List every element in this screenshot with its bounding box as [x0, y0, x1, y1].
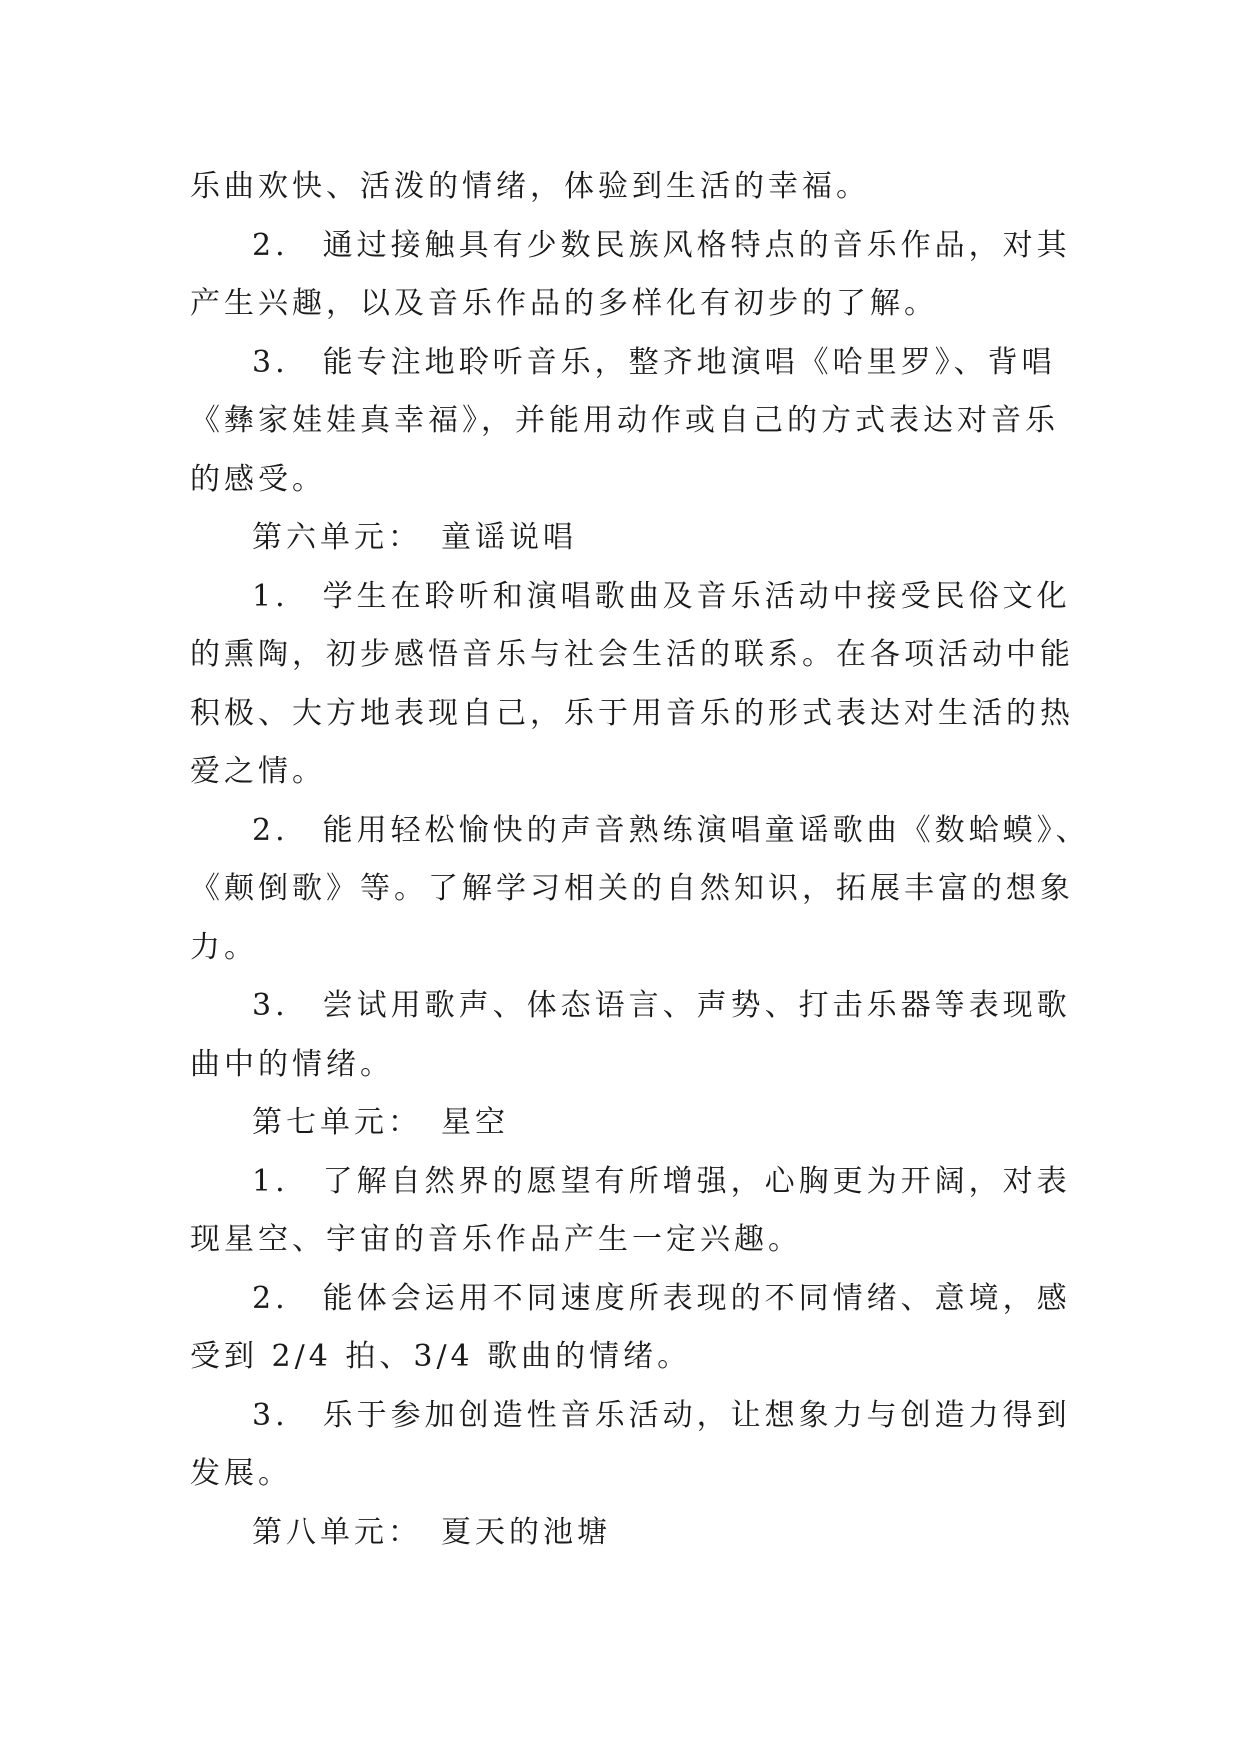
text-line: 3. 能专注地聆听音乐，整齐地演唱《哈里罗》、背唱	[252, 344, 1056, 380]
text-line: 乐曲欢快、活泼的情绪，体验到生活的幸福。	[190, 169, 870, 204]
text-line: 2. 能体会运用不同速度所表现的不同情绪、意境，感	[252, 1280, 1071, 1316]
text-line: 的熏陶，初步感悟音乐与社会生活的联系。在各项活动中能	[190, 637, 1074, 672]
text-line: 曲中的情绪。	[190, 1046, 394, 1082]
text-line: 2. 能用轻松愉快的声音熟练演唱童谣歌曲《数蛤蟆》、	[252, 812, 1090, 848]
text-line: 现星空、宇宙的音乐作品产生一定兴趣。	[190, 1222, 802, 1257]
text-line: 1. 学生在聆听和演唱歌曲及音乐活动中接受民俗文化	[252, 578, 1071, 614]
document-body	[190, 158, 1090, 1562]
text-line: 产生兴趣，以及音乐作品的多样化有初步的了解。	[190, 286, 938, 321]
text-line: 受到 2/4 拍、3/4 歌曲的情绪。	[190, 1339, 692, 1374]
text-line: 3. 尝试用歌声、体态语言、声势、打击乐器等表现歌	[252, 988, 1071, 1023]
text-line: 《彝家娃娃真幸福》，并能用动作或自己的方式表达对音乐	[190, 403, 1059, 438]
text-line: 的感受。	[190, 461, 326, 497]
text-line: 发展。	[190, 1456, 292, 1491]
text-line: 第七单元： 星空	[252, 1105, 509, 1140]
text-line: 积极、大方地表现自己，乐于用音乐的形式表达对生活的热	[190, 695, 1074, 731]
text-line: 第八单元： 夏天的池塘	[252, 1514, 611, 1550]
text-line: 3. 乐于参加创造性音乐活动，让想象力与创造力得到	[252, 1397, 1071, 1433]
text-line: 力。	[190, 929, 258, 965]
text-line: 《颠倒歌》等。了解学习相关的自然知识，拓展丰富的想象	[190, 871, 1074, 906]
text-line: 爱之情。	[190, 754, 326, 789]
text-line: 1. 了解自然界的愿望有所增强，心胸更为开阔，对表	[252, 1163, 1071, 1199]
text-line: 2. 通过接触具有少数民族风格特点的音乐作品，对其	[252, 227, 1071, 263]
text-line: 第六单元： 童谣说唱	[252, 520, 577, 555]
